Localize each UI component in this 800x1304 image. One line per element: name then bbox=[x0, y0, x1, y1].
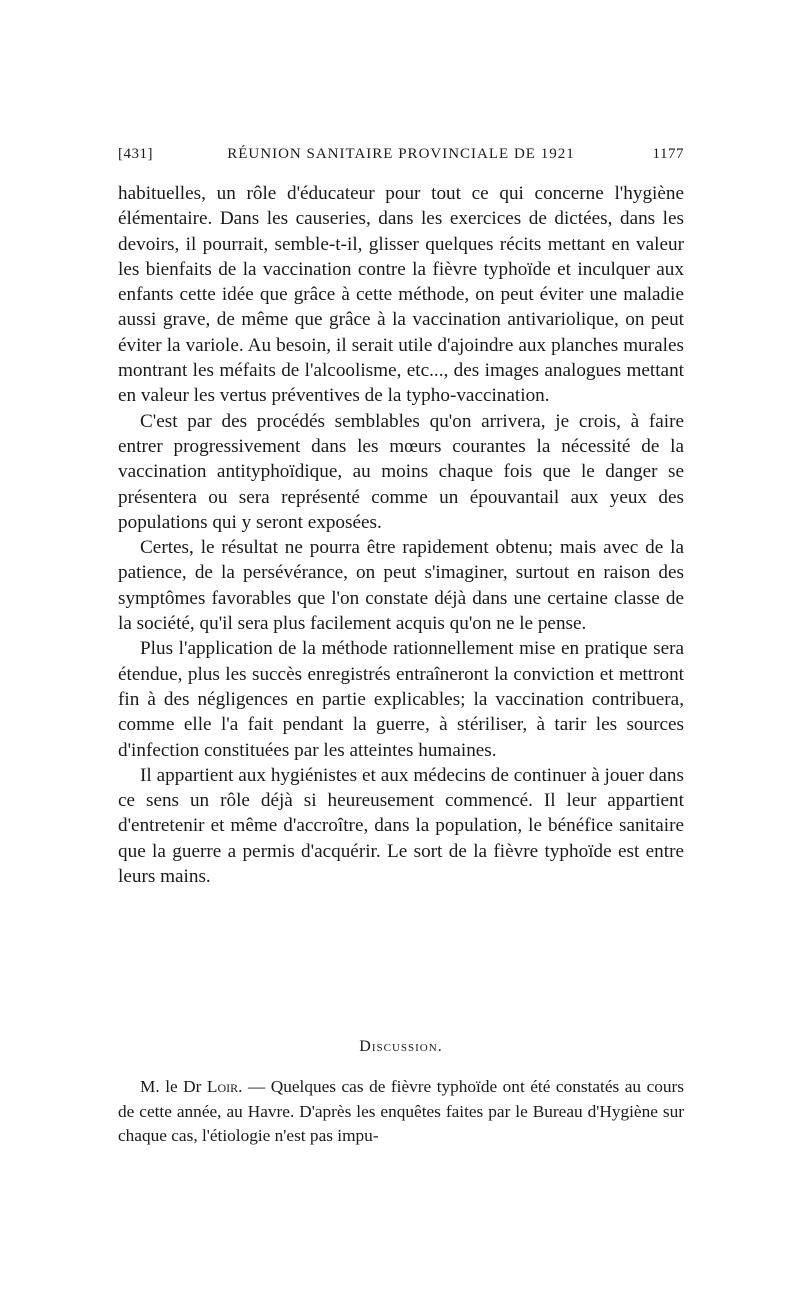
speaker-name: Loir. bbox=[206, 1077, 243, 1096]
running-header bbox=[118, 146, 684, 168]
paragraph: Il appartient aux hygiénistes et aux médecins de continuer à jouer dans ce sens un rôle déjà si heureusement commencé. Il leur appartient d'entretenir et même d'accroître, dans la population, le bénéfice sanitaire que la guerre a permis d'acquérir. Le sort de la fièvre typhoïde est entre leurs mains. bbox=[118, 764, 684, 888]
main-text bbox=[118, 181, 684, 889]
discussion-text bbox=[118, 1075, 684, 1149]
paragraph: C'est par des procédés semblables qu'on arrivera, je crois, à faire entrer progressivement dans les mœurs courantes la nécessité de la vaccination antityphoïdique, au moins chaque fois que le danger se présentera ou sera représenté comme un épouvantail aux yeux des populations qui y seront exposées. bbox=[118, 410, 684, 533]
paragraph: Plus l'application de la méthode rationnellement mise en pratique sera étendue, plus les succès enregistrés entraîneront la conviction et mettront fin à des négligences en partie explicables; la vaccination contribuera, comme elle l'a fait pendant la guerre, à stériliser, à tarir les sources d'infection constituées par les atteintes humaines. bbox=[118, 638, 684, 761]
page-number: 1177 bbox=[652, 146, 684, 162]
speaker-prefix: M. le Dr bbox=[140, 1077, 207, 1096]
discussion-body: — Quelques cas de fièvre typhoïde ont été constatés au cours de cette année, au Havre. D'après les enquêtes faites par le Bureau d'Hygiène sur chaque cas, l'étiologie n'est pas impu- bbox=[118, 1077, 684, 1146]
discussion-heading: Discussion. bbox=[359, 1038, 443, 1055]
paragraph: Certes, le résultat ne pourra être rapidement obtenu; mais avec de la patience, de la persévérance, on peut s'imaginer, surtout en raison des symptômes favorables que l'on constate déjà dans une certaine classe de la société, qu'il sera plus facilement acquis qu'on ne le pense. bbox=[118, 537, 684, 635]
page-reference: [431] bbox=[118, 146, 153, 162]
running-title: RÉUNION SANITAIRE PROVINCIALE DE 1921 bbox=[227, 146, 575, 162]
paragraph: habituelles, un rôle d'éducateur pour tout ce qui concerne l'hygiène élémentaire. Dans les causeries, dans les exercices de dictées, dans les devoirs, il pourrait, semble-t-il, glisser quelques récits mettant en valeur les bienfaits de la vaccination contre la fièvre typhoïde et inculquer aux enfants cette idée que grâce à cette méthode, on peut éviter une maladie aussi grave, de même que grâce à la vaccination antivariolique, on peut éviter la variole. Au besoin, il serait utile d'ajoindre aux planches murales montrant les méfaits de l'alcoolisme, etc..., des images analogues mettant en valeur les vertus préventives de la typho-vaccination. bbox=[118, 183, 684, 407]
discussion-paragraph bbox=[118, 1075, 684, 1149]
